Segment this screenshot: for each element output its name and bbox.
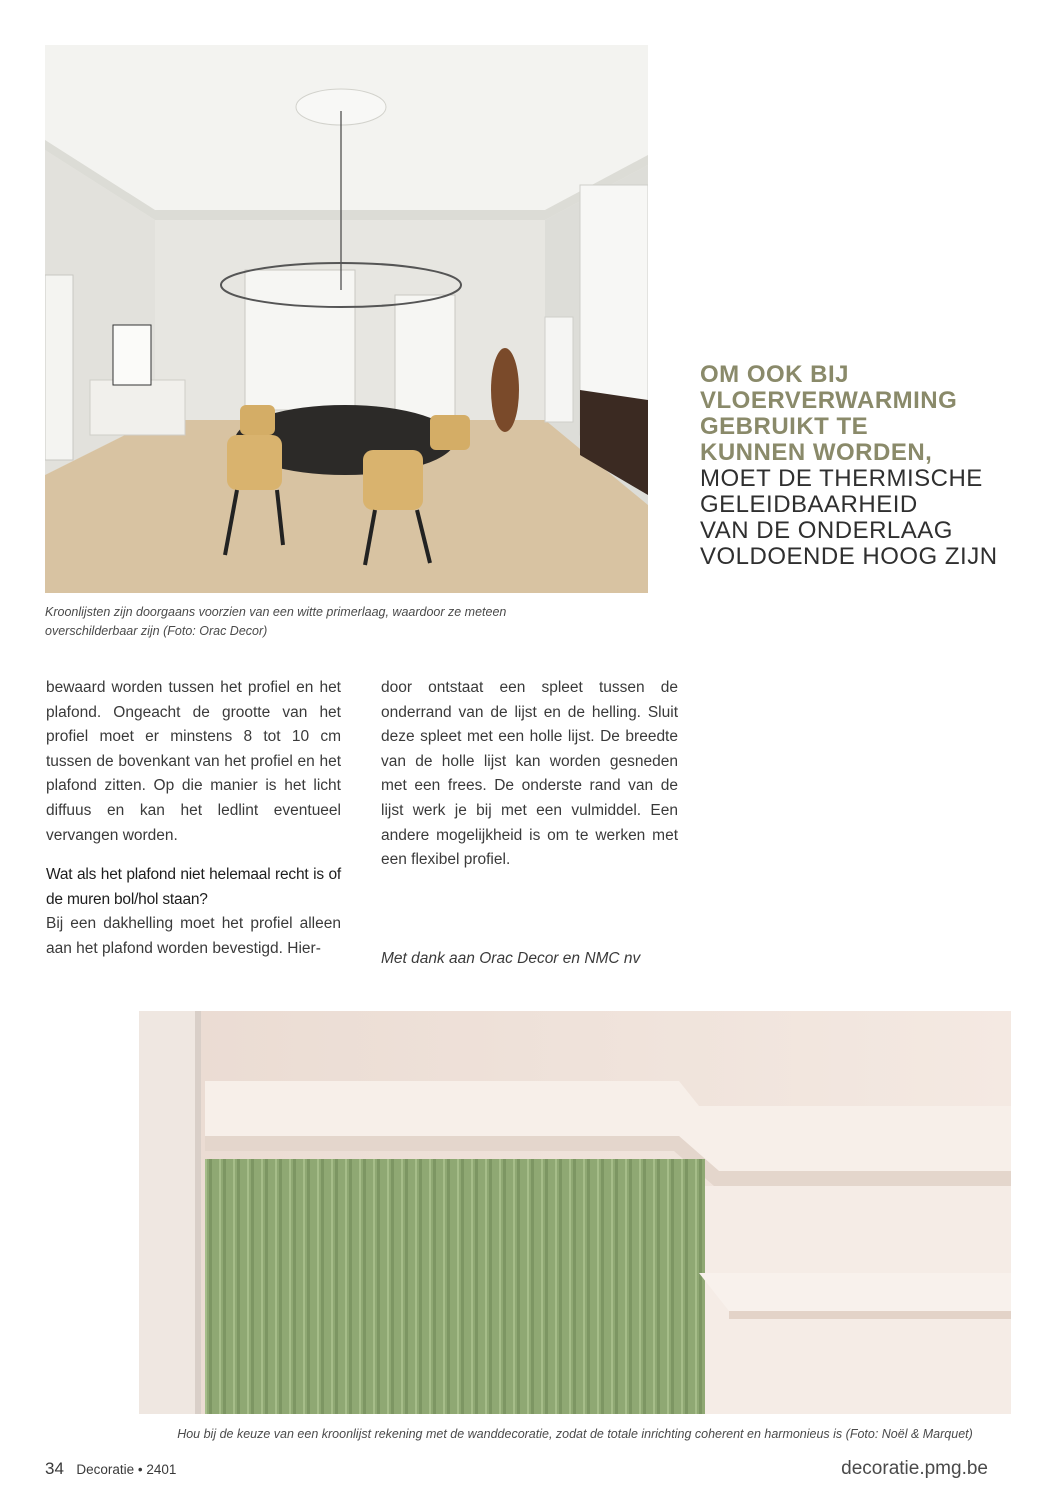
page-number: 34 (45, 1459, 64, 1478)
pull-quote-line: OM OOK BIJ (700, 361, 850, 388)
pull-quote-line: KUNNEN WORDEN, (700, 439, 933, 466)
pull-quote-line: GELEIDBAARHEID (700, 491, 918, 518)
moulding-detail-photo (139, 1011, 1011, 1414)
page-footer (45, 1459, 176, 1479)
pull-quote-line: VLOERVERWARMING (700, 387, 958, 414)
body-paragraph: Bij een dakhelling moet het profiel alleen aan het plafond worden bevestigd. Hier- (46, 915, 341, 957)
moulding-detail-illustration (139, 1011, 1011, 1414)
pull-quote-line: GEBRUIKT TE (700, 413, 869, 440)
magazine-issue: Decoratie • 2401 (76, 1462, 177, 1477)
pull-quote-line: MOET DE THERMISCHE (700, 465, 983, 492)
pull-quote-line: VAN DE ONDERLAAG (700, 517, 953, 544)
body-paragraph: door ontstaat een spleet tussen de onderrand van de lijst en de helling. Sluit deze spleet met een holle lijst. De breedte van de holle lijst kan worden gesneden met een frees. De onderste rand van de lijst werk je bij met een vulmiddel. Een andere mogelijkheid is om te werken met een flexibel profiel. (381, 679, 678, 869)
pull-quote-line: VOLDOENDE HOOG ZIJN (700, 543, 998, 570)
photo-caption-top: Kroonlijsten zijn doorgaans voorzien van een witte primerlaag, waardoor ze meteen overschilderbaar zijn (Foto: Orac Decor) (45, 605, 507, 638)
body-column-left (46, 676, 341, 962)
photo-caption-bottom: Hou bij de keuze van een kroonlijst rekening met de wanddecoratie, zodat de totale inrichting coherent en harmonieus is (Foto: Noël & Marquet) (177, 1427, 973, 1441)
acknowledgement: Met dank aan Orac Decor en NMC nv (381, 950, 641, 967)
pull-quote (700, 362, 1030, 570)
section-subheading: Wat als het plafond niet helemaal recht is of de muren bol/hol staan? (46, 866, 341, 908)
website-link[interactable]: decoratie.pmg.be (841, 1458, 988, 1479)
dining-room-illustration (45, 45, 648, 593)
body-column-right (381, 676, 678, 873)
dining-room-photo (45, 45, 648, 593)
body-paragraph: bewaard worden tussen het profiel en het plafond. Ongeacht de grootte van het profiel moet er minstens 8 tot 10 cm tussen de bovenkant van het profiel en het plafond zitten. Op die manier is het licht diffuus en kan het ledlint eventueel vervangen worden. (46, 679, 341, 844)
